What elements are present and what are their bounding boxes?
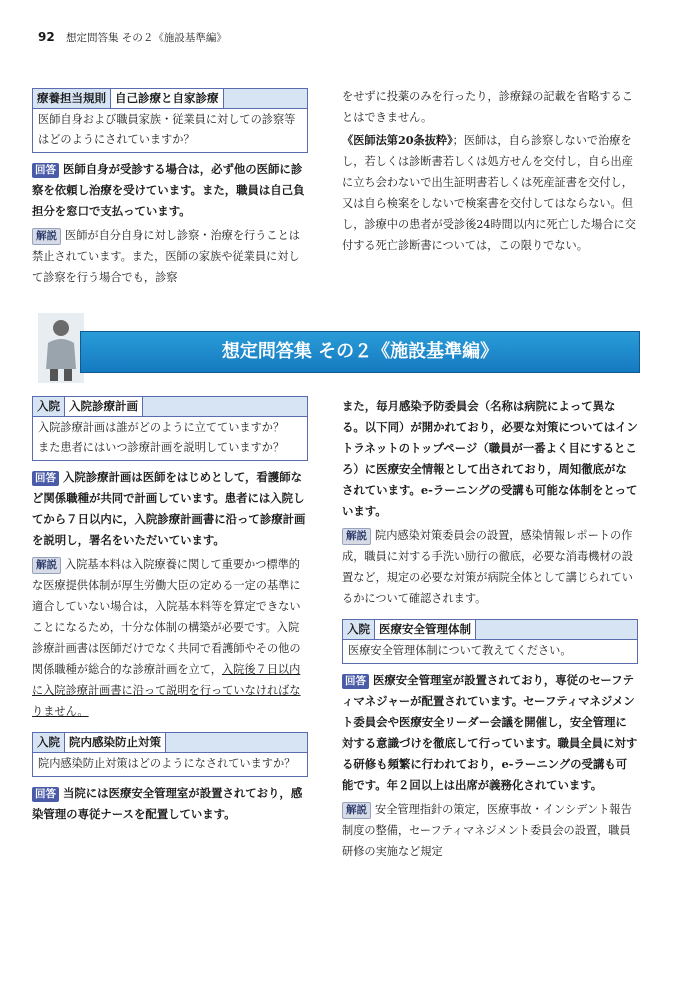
question-text: 院内感染防止対策はどのようになされていますか？	[38, 757, 296, 770]
continued-text: をせずに投薬のみを行ったり，診療録の記載を省略することはできません。	[342, 90, 633, 124]
answer-text: 当院には医療安全管理室が設置されており，感染管理の専従ナースを配置しています。	[32, 786, 303, 821]
topic-tag: 院内感染防止対策	[65, 733, 166, 752]
topic-tag: 入院診療計画	[65, 397, 143, 416]
question-header	[33, 397, 307, 417]
explanation-text: 院内感染対策委員会の設置，感染情報レポートの作成，職員に対する手洗い励行の徹底，必要な消毒機材の設置など，規定の必要な対策が病院全体として講じられているかについて確認されます。	[342, 529, 633, 605]
right-column-top	[342, 86, 638, 256]
right-column-bottom	[342, 396, 638, 862]
answer-badge: 回答	[32, 471, 59, 486]
answer-block	[32, 467, 308, 551]
banner-title: 想定問答集 その２《施設基準編》	[221, 341, 499, 362]
explanation-text: 安全管理指針の策定，医療事故・インシデント報告制度の整備，セーフティマネジメント委員会の設置，職員研修の実施など規定	[342, 803, 632, 858]
explain-badge: 解説	[32, 228, 61, 245]
answer-text: 医師自身が受診する場合は，必ず他の医師に診察を依頼し治療を受けています。また，職員は自己負担分を窓口で支払っています。	[32, 162, 305, 218]
question-box	[32, 732, 308, 777]
explanation-text: 医師が自分自身に対し診察・治療を行うことは禁止されています。また，医師の家族や従業員に対して診察を行う場合でも，診察	[32, 229, 300, 284]
category-tag: 入院	[33, 397, 65, 416]
section-banner	[38, 313, 638, 383]
answer-badge: 回答	[32, 163, 59, 178]
question-header	[343, 620, 637, 640]
answer-text: 入院診療計画は医師をはじめとして，看護師など関係職種が共同で計画しています。患者には入院してから７日以内に，入院診療計画書に沿って診療計画を説明し，署名をいただいています。	[32, 470, 306, 547]
left-column-bottom	[32, 396, 308, 825]
law-excerpt	[342, 130, 638, 256]
topic-tag: 自己診療と自家診療	[111, 89, 224, 108]
topic-tag: 医療安全管理体制	[375, 620, 476, 639]
doctor-illustration-icon	[38, 313, 84, 383]
explanation-underlined: 入院後７日以内に入院診療計画書に沿って説明を行っていなければなりません。	[32, 663, 301, 718]
question-box	[342, 619, 638, 664]
explanation-block	[32, 225, 308, 288]
category-tag: 療養担当規則	[33, 89, 111, 108]
answer-badge: 回答	[32, 787, 59, 802]
explanation-block	[342, 525, 638, 609]
page-number: 92	[38, 30, 55, 44]
answer-badge: 回答	[342, 674, 369, 689]
page-header	[38, 30, 227, 45]
category-tag: 入院	[33, 733, 65, 752]
running-title: 想定問答集 その２《施設基準編》	[66, 32, 227, 44]
category-tag: 入院	[343, 620, 375, 639]
explain-badge: 解説	[32, 557, 61, 574]
question-box	[32, 88, 308, 153]
answer-block	[342, 670, 638, 796]
banner-bar	[80, 331, 640, 373]
left-column-top	[32, 88, 308, 288]
explain-badge: 解説	[342, 528, 371, 545]
explanation-block	[342, 799, 638, 862]
law-text: ；医師は，自ら診察しないで治療をし，若しくは診断書若しくは処方せんを交付し，自ら出産に立ち会わないで出生証明書若しくは死産証書を交付し，又は自ら検案をしないで検案書を交付してはならない。但し，診療中の患者が受診後24時間以内に死亡した場合に交付する死亡診断書については，この限りでない。	[342, 134, 636, 252]
question-header	[33, 733, 307, 753]
answer-continued: また，毎月感染予防委員会（名称は病院によって異なる。以下同）が開かれており，必要な対策についてはイントラネットのトップページ（職員が一番よく目にするところ）に医療安全情報として出されており，周知徹底がなされています。e-ラーニングの受講も可能な体制をとっています。	[342, 399, 638, 518]
question-text: 医師自身および職員家族・従業員に対しての診察等はどのようにされていますか？	[38, 113, 296, 146]
answer-block	[32, 159, 308, 222]
question-text: 医療安全管理体制について教えてください。	[348, 644, 572, 657]
question-text: 入院診療計画は誰がどのように立てていますか？ また患者にはいつ診療計画を説明していますか？	[38, 421, 296, 454]
answer-block	[32, 783, 308, 825]
explanation-text: 入院基本料は入院療養に関して重要かつ標準的な医療提供体制が厚生労働大臣の定める一定の基準に適合していない場合は，入院基本料等を算定できないことになるため，十分な体制の構築が必要です。入院診療計画書は医師だけでなく共同で看護師やその他の関係職種が総合的な診療計画を立て，	[32, 558, 301, 676]
law-label: 《医師法第20条抜粋》	[342, 133, 453, 147]
explain-badge: 解説	[342, 802, 371, 819]
question-header	[33, 89, 307, 109]
question-box	[32, 396, 308, 461]
answer-text: 医療安全管理室が設置されており，専従のセーフティマネジャーが配置されています。セーフティマネジメント委員会や医療安全リーダー会議を開催し，安全管理に対する意識づけを徹底して行っています。職員全員に対する研修も頻繁に行われており，e-ラーニングの受講も可能です。年２回以上は出席が義務化されています。	[342, 673, 638, 792]
explanation-block	[32, 554, 308, 722]
